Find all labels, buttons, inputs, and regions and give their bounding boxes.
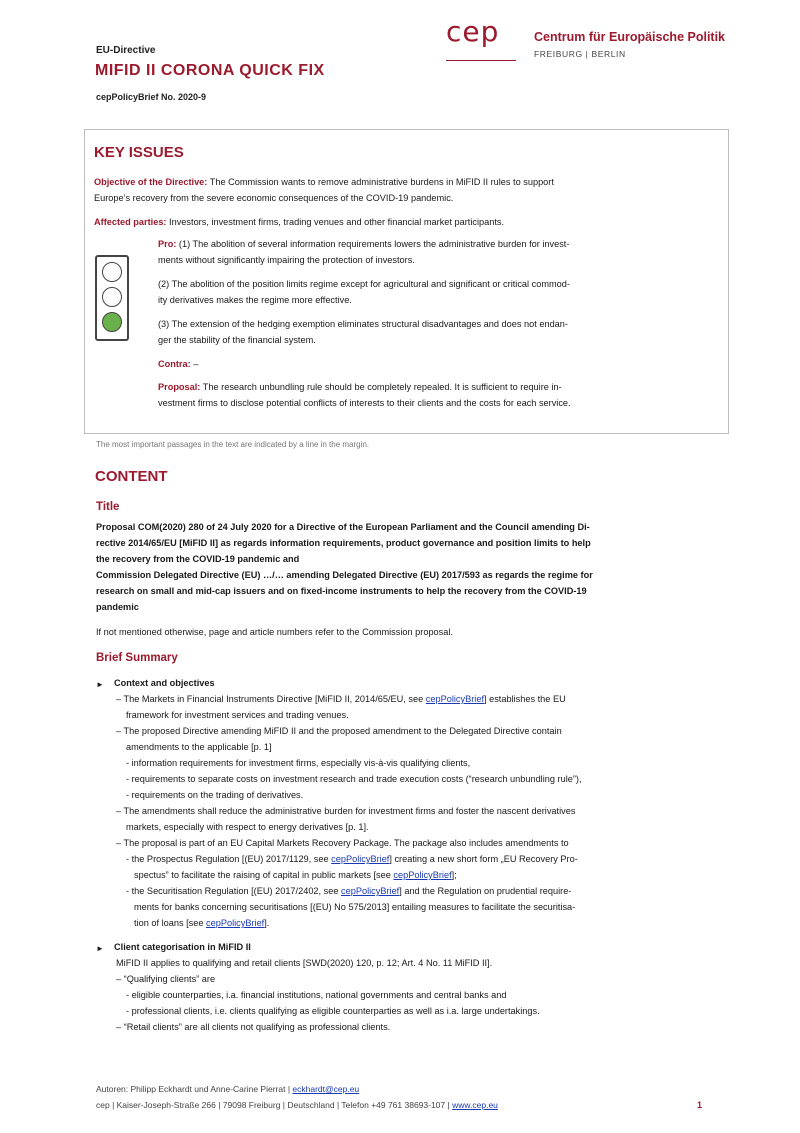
affected-label: Affected parties: bbox=[94, 217, 167, 227]
context-item-1a-end: ] establishes the EU bbox=[484, 694, 566, 704]
securitisation-text-3: tion of loans [see bbox=[134, 918, 207, 928]
context-subitem-4b bbox=[134, 868, 457, 884]
objective-label: Objective of the Directive: bbox=[94, 177, 208, 187]
pro-line-2: ments without significantly impairing the protection of investors. bbox=[158, 255, 415, 265]
context-item-1b: framework for investment services and trading venues. bbox=[126, 710, 349, 720]
cep-policy-brief-link[interactable]: cepPolicyBrief bbox=[425, 694, 484, 704]
context-item-1a bbox=[116, 692, 566, 708]
pro-line-5: (3) The extension of the hedging exemption eliminates structural disadvantages and does not endan- bbox=[158, 319, 568, 329]
bullet-arrow-icon: ► bbox=[96, 680, 104, 689]
margin-footnote: The most important passages in the text are indicated by a line in the margin. bbox=[96, 440, 370, 449]
client-line-1: MiFID II applies to qualifying and retail clients [SWD(2020) 120, p. 12; Art. 4 No. 11 MiFID II]. bbox=[116, 958, 493, 968]
organization-cities: FREIBURG | BERLIN bbox=[534, 49, 626, 59]
securitisation-text: - the Securitisation Regulation [(EU) 2017/2402, see bbox=[126, 886, 342, 896]
securitisation-text-end: ] and the Regulation on prudential require- bbox=[399, 886, 572, 896]
context-subitem-3: - requirements on the trading of derivatives. bbox=[126, 790, 304, 800]
cep-policy-brief-link[interactable]: cepPolicyBrief bbox=[331, 854, 390, 864]
pro-line-3: (2) The abolition of the position limits regime except for agricultural and significant or critical commod- bbox=[158, 279, 570, 289]
objective-line-1 bbox=[94, 175, 554, 191]
content-heading: CONTENT bbox=[95, 468, 168, 485]
title-text-5: research on small and mid-cap issuers and on fixed-income instruments to help the recovery from the COVID-19 bbox=[96, 586, 587, 596]
context-subitem-1: - information requirements for investment firms, especially vis-à-vis qualifying clients, bbox=[126, 758, 471, 768]
context-heading: Context and objectives bbox=[114, 678, 215, 688]
cep-policy-brief-link[interactable]: cepPolicyBrief bbox=[206, 918, 265, 928]
context-item-3b: markets, especially with respect to energy derivatives [p. 1]. bbox=[126, 822, 369, 832]
objective-line-2: Europe’s recovery from the severe economic consequences of the COVID-19 pandemic. bbox=[94, 193, 454, 203]
bullet-arrow-icon: ► bbox=[96, 944, 104, 953]
client-line-2: – “Qualifying clients” are bbox=[116, 974, 216, 984]
prospectus-text: - the Prospectus Regulation [(EU) 2017/1129, see bbox=[126, 854, 332, 864]
pro-line-4: ity derivatives makes the regime more effective. bbox=[158, 295, 352, 305]
affected-parties bbox=[94, 215, 504, 231]
proposal-label: Proposal: bbox=[158, 382, 201, 392]
prospectus-text-end: ] creating a new short form „EU Recovery Pro- bbox=[389, 854, 578, 864]
client-line-3: – “Retail clients” are all clients not qualifying as professional clients. bbox=[116, 1022, 391, 1032]
context-item-4a: – The proposal is part of an EU Capital Markets Recovery Package. The package also includes amendments to bbox=[116, 838, 569, 848]
cep-policy-brief-link[interactable]: cepPolicyBrief bbox=[341, 886, 400, 896]
authors-text: Autoren: Philipp Eckhardt und Anne-Carine Pierrat | bbox=[96, 1084, 293, 1094]
traffic-light-icon bbox=[95, 255, 129, 341]
proposal-line-2: vestment firms to disclose potential conflicts of interests to their clients and the costs for each service. bbox=[158, 398, 571, 408]
title-text-2: rective 2014/65/EU [MiFID II] as regards information requirements, product governance and position limits to help bbox=[96, 538, 591, 548]
context-item-2b: amendments to the applicable [p. 1] bbox=[126, 742, 272, 752]
prospectus-text-2-end: ]; bbox=[451, 870, 457, 880]
reference-note: If not mentioned otherwise, page and article numbers refer to the Commission proposal. bbox=[96, 627, 453, 637]
footer-authors bbox=[96, 1082, 359, 1097]
contra-label: Contra: bbox=[158, 359, 191, 369]
client-subitem-2: - professional clients, i.e. clients qualifying as eligible counterparties as well as i.a. large undertakings. bbox=[126, 1006, 540, 1016]
cep-policy-brief-link[interactable]: cepPolicyBrief bbox=[393, 870, 452, 880]
organization-name: Centrum für Europäische Politik bbox=[534, 30, 726, 44]
pro-1a: (1) The abolition of several information requirements lowers the administrative burden for invest- bbox=[176, 239, 570, 249]
context-subitem-4 bbox=[126, 852, 578, 868]
pro-line-1 bbox=[158, 237, 569, 253]
logo-mark: cep bbox=[446, 15, 500, 48]
traffic-light-yellow bbox=[102, 287, 122, 307]
proposal-line-1 bbox=[158, 380, 562, 396]
context-subitem-5c bbox=[134, 916, 269, 932]
client-categorisation-heading: Client categorisation in MiFID II bbox=[114, 942, 251, 952]
cep-logo bbox=[446, 15, 736, 64]
securitisation-text-3-end: ]. bbox=[264, 918, 270, 928]
logo-underline bbox=[446, 60, 516, 61]
title-heading: Title bbox=[96, 501, 120, 513]
title-text-4: Commission Delegated Directive (EU) …/… amending Delegated Directive (EU) 2017/593 as regards the regime for bbox=[96, 570, 593, 580]
traffic-light-red bbox=[102, 262, 122, 282]
context-item-2a: – The proposed Directive amending MiFID II and the proposed amendment to the Delegated Directive contain bbox=[116, 726, 562, 736]
context-item-3a: – The amendments shall reduce the administrative burden for investment firms and foster the nascent derivatives bbox=[116, 806, 576, 816]
title-text-6: pandemic bbox=[96, 602, 139, 612]
client-subitem-1: - eligible counterparties, i.a. financial institutions, national governments and central banks and bbox=[126, 990, 507, 1000]
author-email-link[interactable]: eckhardt@cep.eu bbox=[292, 1084, 360, 1094]
address-text: cep | Kaiser-Joseph-Straße 266 | 79098 Freiburg | Deutschland | Telefon +49 761 38693-107 | bbox=[96, 1100, 453, 1110]
title-text-1: Proposal COM(2020) 280 of 24 July 2020 for a Directive of the European Parliament and the Council amending Di- bbox=[96, 522, 590, 532]
prospectus-text-2: spectus” to facilitate the raising of capital in public markets [see bbox=[134, 870, 394, 880]
key-issues-box bbox=[84, 129, 729, 434]
footer-address bbox=[96, 1098, 498, 1113]
pro-label: Pro: bbox=[158, 239, 177, 249]
key-issues-heading: KEY ISSUES bbox=[94, 144, 184, 161]
proposal-a: The research unbundling rule should be completely repealed. It is sufficient to require in- bbox=[200, 382, 562, 392]
document-type: EU-Directive bbox=[96, 45, 156, 56]
context-item-1a-text: – The Markets in Financial Instruments Directive [MiFID II, 2014/65/EU, see bbox=[116, 694, 426, 704]
context-subitem-5b: ments for banks concerning securitisations [(EU) No 575/2013] entailing measures to facilitate the securitisa- bbox=[134, 902, 576, 912]
objective-text: The Commission wants to remove administrative burdens in MiFID II rules to support bbox=[207, 177, 554, 187]
contra-line bbox=[158, 357, 198, 373]
context-subitem-2: - requirements to separate costs on investment research and trade execution costs (“research unbundling rule”), bbox=[126, 774, 582, 784]
policy-brief-number: cepPolicyBrief No. 2020-9 bbox=[96, 92, 207, 102]
brief-summary-heading: Brief Summary bbox=[96, 652, 178, 664]
traffic-light-green bbox=[102, 312, 122, 332]
affected-text: Investors, investment firms, trading venues and other financial market participants. bbox=[166, 217, 505, 227]
page-number: 1 bbox=[697, 1100, 703, 1110]
pro-line-6: ger the stability of the financial system. bbox=[158, 335, 316, 345]
website-link[interactable]: www.cep.eu bbox=[452, 1100, 498, 1110]
document-title: MIFID II CORONA QUICK FIX bbox=[95, 62, 325, 79]
contra-text: – bbox=[190, 359, 199, 369]
title-text-3: the recovery from the COVID-19 pandemic and bbox=[96, 554, 300, 564]
context-subitem-5 bbox=[126, 884, 571, 900]
